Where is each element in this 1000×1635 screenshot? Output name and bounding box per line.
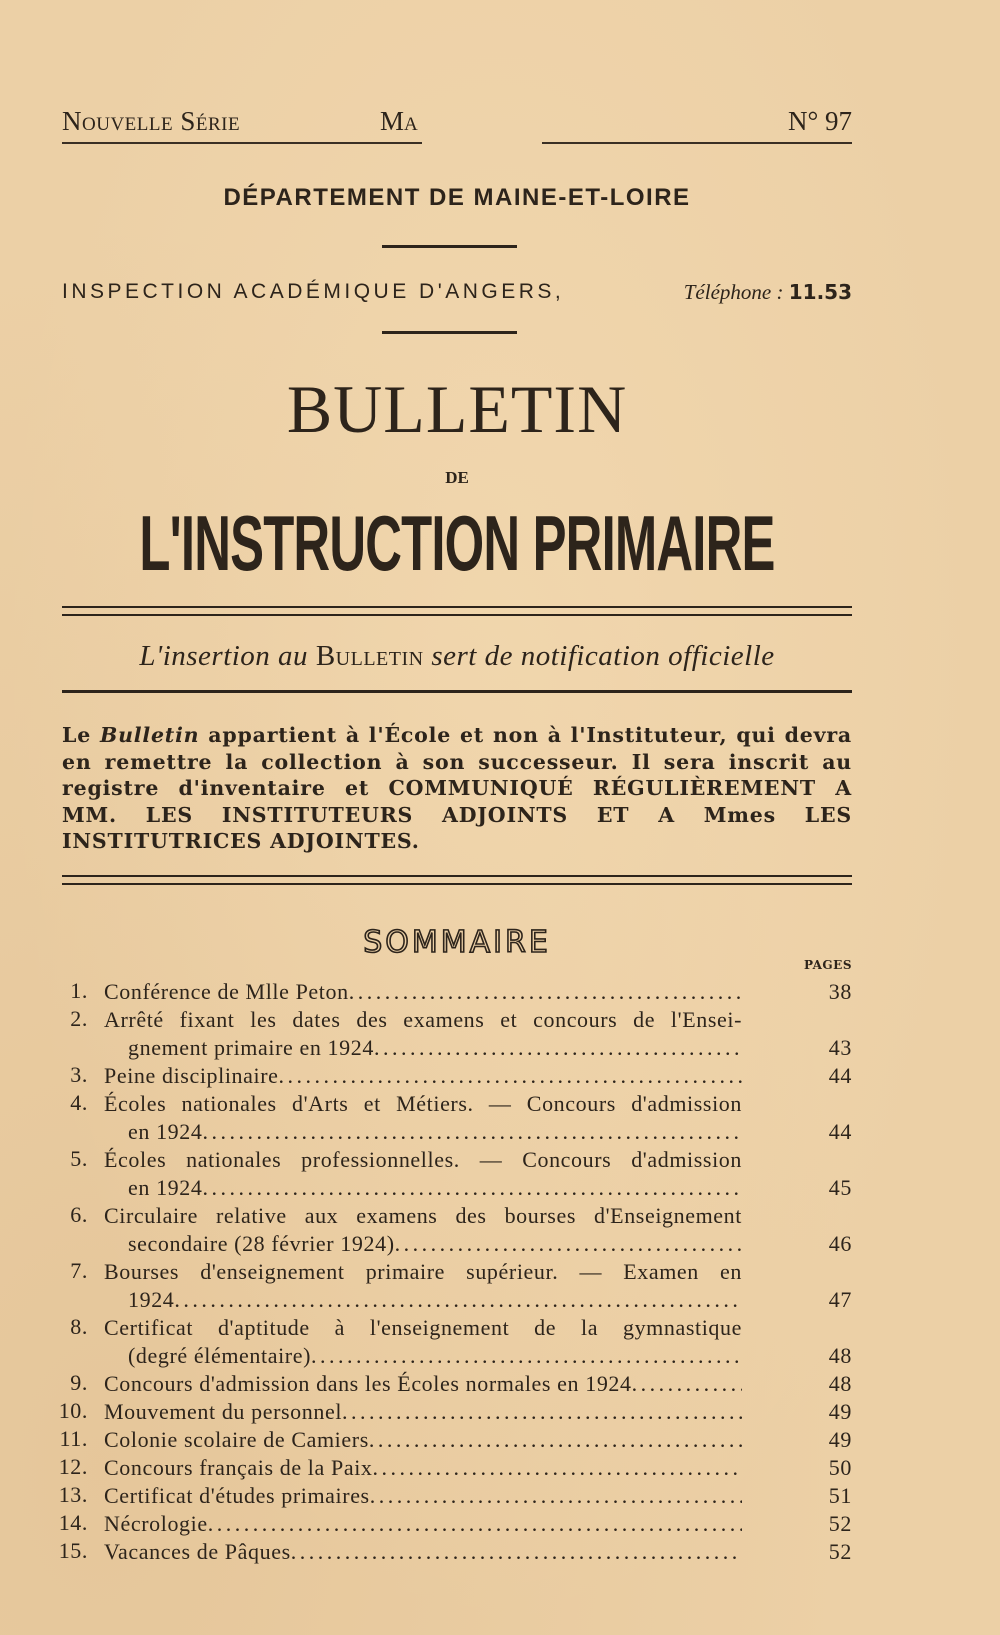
- toc-entry-page: 52: [828, 1511, 852, 1536]
- toc-entry: [62, 1258, 852, 1314]
- toc-entry-number: 3.: [70, 1062, 88, 1087]
- notice-bulletin-word: Bulletin: [99, 723, 200, 747]
- toc-entry: [62, 1062, 852, 1090]
- toc-entry-text: Concours français de la Paix: [104, 1455, 373, 1480]
- document-page: [58, 0, 853, 1635]
- header-rule-right: [542, 142, 852, 144]
- toc-entry-text: Écoles nationales professionnelles. — Concours d'admission: [104, 1147, 742, 1172]
- leader-dots: [202, 1174, 742, 1202]
- leader-dots: [369, 1426, 742, 1454]
- toc-entry: [58, 1510, 852, 1538]
- toc-entry: [59, 1426, 852, 1454]
- toc-entry: [62, 1370, 852, 1398]
- toc-entry-number: 9.: [70, 1370, 88, 1395]
- toc-entry-number: 6.: [70, 1202, 88, 1227]
- title-bulletin: BULLETIN: [286, 371, 628, 447]
- toc-entry-text: Certificat d'aptitude à l'enseignement de la gymnastique: [104, 1315, 742, 1340]
- toc-entry: [62, 1146, 852, 1202]
- toc-entry-page: 49: [828, 1399, 852, 1424]
- toc-entry-text: Nécrologie: [104, 1511, 208, 1536]
- leader-dots: [374, 1034, 742, 1062]
- leader-dots: [395, 1230, 742, 1258]
- toc-entry: [62, 1006, 852, 1062]
- toc-entry: [58, 1398, 852, 1426]
- insertion-notice: [62, 640, 852, 673]
- leader-dots: [342, 1398, 742, 1426]
- toc-entry-text: Bourses d'enseignement primaire supérieur. — Examen en: [104, 1259, 742, 1284]
- toc-entry-text: en 1924: [128, 1175, 203, 1200]
- header-line: [62, 104, 852, 140]
- toc-entry-number: 11.: [59, 1426, 88, 1451]
- toc-entry-text: Colonie scolaire de Camiers: [104, 1427, 369, 1452]
- toc-entry-page: 47: [828, 1287, 852, 1312]
- inspection-line: [62, 280, 852, 304]
- toc-entry-page: 38: [828, 979, 852, 1004]
- toc-entry-page: 44: [828, 1119, 852, 1144]
- notice-le: Le: [62, 723, 92, 747]
- table-of-contents: [58, 978, 852, 1566]
- divider: [382, 331, 517, 334]
- leader-dots: [370, 1482, 742, 1510]
- telephone: [684, 280, 852, 305]
- pages-header: PAGES: [803, 958, 852, 972]
- toc-entry-number: 12.: [58, 1454, 88, 1479]
- toc-entry-page: 46: [828, 1231, 852, 1256]
- telephone-number: 11.53: [788, 280, 852, 304]
- ownership-notice: [62, 722, 852, 855]
- toc-entry-page: 43: [828, 1035, 852, 1060]
- toc-entry-page: 48: [828, 1371, 852, 1396]
- toc-entry-text: en 1924: [128, 1119, 203, 1144]
- toc-entry: [62, 1090, 852, 1146]
- toc-entry-text: secondaire (28 février 1924): [128, 1231, 395, 1256]
- toc-entry-text: Vacances de Pâques: [104, 1539, 291, 1564]
- insertion-part2: Bulletin: [315, 640, 424, 672]
- leader-dots: [632, 1370, 742, 1398]
- toc-entry-text: Peine disciplinaire: [104, 1063, 279, 1088]
- double-rule: [62, 606, 852, 616]
- leader-dots: [202, 1118, 742, 1146]
- toc-entry-number: 15.: [58, 1538, 88, 1563]
- divider: [382, 245, 517, 248]
- divider: [62, 690, 852, 693]
- toc-entry-page: 51: [828, 1483, 852, 1508]
- issue-number: N° 97: [787, 106, 852, 136]
- toc-entry-text: Conférence de Mlle Peton: [104, 979, 349, 1004]
- toc-entry: [58, 1538, 852, 1566]
- toc-entry-text: (degré élémentaire): [128, 1343, 312, 1368]
- toc-entry-number: 8.: [70, 1314, 88, 1339]
- toc-entry-number: 7.: [70, 1258, 88, 1283]
- toc-entry-number: 10.: [58, 1398, 88, 1423]
- insertion-part3: sert de notification officielle: [431, 640, 775, 672]
- month-label: Ma: [380, 106, 418, 136]
- toc-entry-page: 45: [828, 1175, 852, 1200]
- toc-entry-text: Concours d'admission dans les Écoles normales en 1924: [104, 1371, 632, 1396]
- toc-entry: [62, 1314, 852, 1370]
- sommaire-title: SOMMAIRE: [363, 925, 551, 960]
- leader-dots: [373, 1454, 743, 1482]
- toc-entry-text: Écoles nationales d'Arts et Métiers. — Concours d'admission: [104, 1091, 742, 1116]
- toc-entry: [58, 1482, 852, 1510]
- leader-dots: [311, 1342, 742, 1370]
- toc-entry-number: 1.: [70, 978, 88, 1003]
- toc-entry-number: 13.: [58, 1482, 88, 1507]
- toc-entry: [58, 1454, 852, 1482]
- toc-entry-page: 48: [828, 1343, 852, 1368]
- toc-entry-text: 1924: [128, 1287, 175, 1312]
- toc-entry-text: Certificat d'études primaires: [104, 1483, 370, 1508]
- notice-text: appartient à l'École et non à l'Instituteur, qui devra en remettre la collection à son successeur. Il sera inscrit au registre d'inventaire et COMMUNIQUÉ RÉGULIÈREMENT A MM. LES INSTITUTEURS ADJOINTS ET A Mmes LES INSTITUTRICES ADJOINTES.: [62, 723, 853, 853]
- insertion-part1: L'insertion au: [139, 640, 309, 672]
- double-rule: [62, 875, 852, 885]
- title-instruction: L'INSTRUCTION PRIMAIRE: [139, 501, 775, 588]
- toc-entry-number: 14.: [58, 1510, 88, 1535]
- toc-entry-page: 52: [828, 1539, 852, 1564]
- leader-dots: [291, 1538, 742, 1566]
- toc-entry-text: gnement primaire en 1924: [128, 1035, 374, 1060]
- toc-entry-text: Mouvement du personnel: [104, 1399, 343, 1424]
- department-heading: DÉPARTEMENT DE MAINE-ET-LOIRE: [223, 184, 691, 211]
- toc-entry-number: 5.: [70, 1146, 88, 1171]
- toc-entry-page: 50: [828, 1455, 852, 1480]
- inspection-name: INSPECTION ACADÉMIQUE D'ANGERS,: [62, 280, 565, 303]
- title-de: DE: [445, 468, 469, 487]
- telephone-label: Téléphone :: [683, 280, 784, 304]
- toc-entry: [62, 1202, 852, 1258]
- toc-entry-number: 4.: [70, 1090, 88, 1115]
- toc-entry-number: 2.: [70, 1006, 88, 1031]
- leader-dots: [349, 978, 742, 1006]
- toc-entry-page: 44: [828, 1063, 852, 1088]
- toc-entry-text: Circulaire relative aux examens des bourses d'Enseignement: [104, 1203, 742, 1228]
- toc-entry-text: Arrêté fixant les dates des examens et concours de l'Ensei-: [104, 1007, 742, 1032]
- header-rule-left: [62, 142, 422, 144]
- toc-entry-page: 49: [828, 1427, 852, 1452]
- leader-dots: [174, 1286, 742, 1314]
- series-label: Nouvelle Série: [62, 106, 241, 136]
- toc-entry: [62, 978, 852, 1006]
- leader-dots: [208, 1510, 742, 1538]
- leader-dots: [279, 1062, 742, 1090]
